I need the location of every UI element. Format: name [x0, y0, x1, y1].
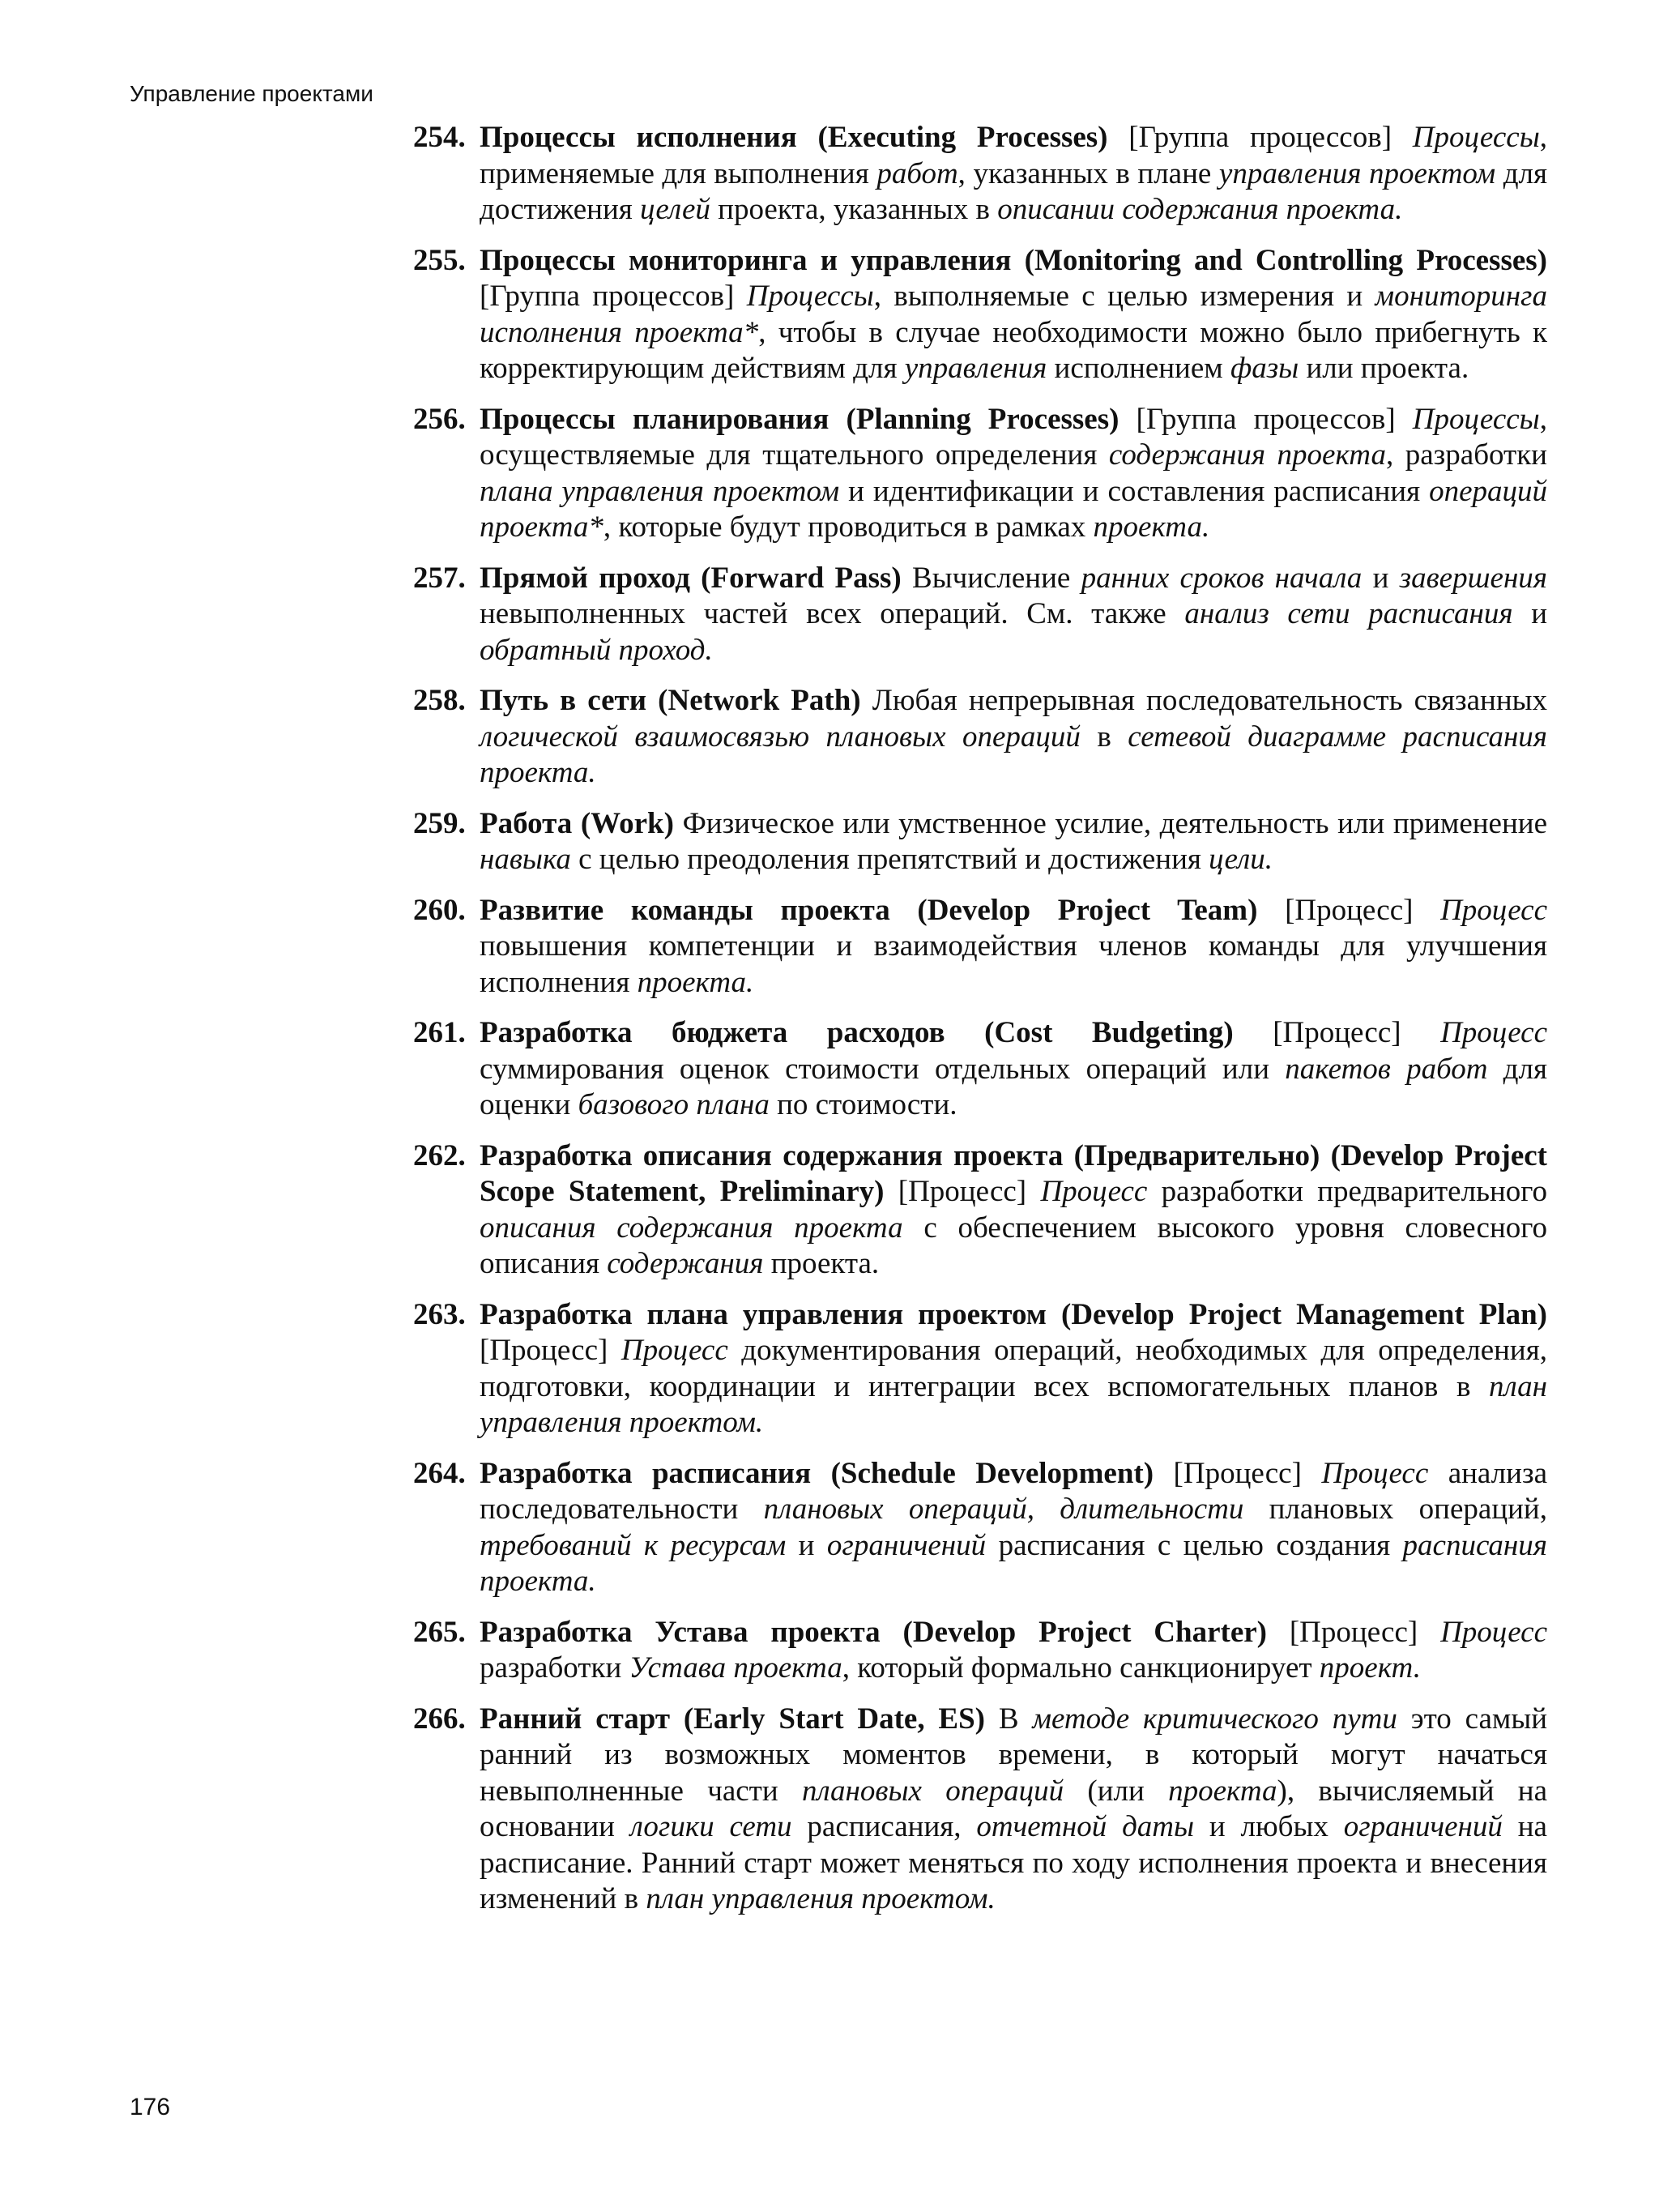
entry-term: Ранний старт (Early Start Date, ES) — [480, 1702, 985, 1736]
entry-reference: ограничений — [826, 1528, 987, 1562]
entry-number: 254. — [413, 121, 466, 154]
entry-text: (или — [1064, 1774, 1169, 1808]
entry-reference: проект. — [1319, 1651, 1421, 1685]
entry-term: Развитие команды проекта (Develop Project Team) — [480, 893, 1258, 927]
glossary-entry — [413, 893, 1547, 1001]
entry-text: , применяемые для выполнения — [480, 121, 1548, 190]
entry-text: [Процесс] — [1267, 1615, 1441, 1649]
entry-text: или проекта. — [1299, 352, 1469, 385]
entry-text: по стоимости. — [769, 1088, 957, 1121]
entry-text: , который формально санкционирует — [842, 1651, 1320, 1685]
entry-text: [Группа процессов] — [1107, 121, 1413, 154]
entry-text: , которые будут проводиться в рамках — [603, 510, 1094, 544]
entry-text: и идентификации и составления расписания — [839, 474, 1430, 508]
entry-reference: Процессы — [746, 280, 874, 313]
entry-reference: Процесс — [1440, 1016, 1547, 1049]
entry-reference: Процесс — [621, 1334, 728, 1367]
entry-number: 258. — [413, 684, 466, 717]
glossary-entry — [413, 1138, 1547, 1283]
page-number: 176 — [130, 2094, 171, 2120]
entry-reference: описания содержания проекта — [480, 1211, 903, 1245]
entry-reference: фазы — [1230, 352, 1299, 385]
entry-number: 259. — [413, 806, 466, 840]
entry-reference: Процессы — [1412, 402, 1540, 436]
entry-term: Разработка бюджета расходов (Cost Budgeting) — [480, 1016, 1234, 1049]
entry-text: проекта. — [763, 1247, 880, 1280]
entry-text: , осуществляемые для тщательного определения — [480, 402, 1547, 472]
entry-number: 263. — [413, 1297, 466, 1331]
entry-text: для оценки — [480, 1052, 1547, 1121]
glossary-entry — [413, 1615, 1547, 1687]
entry-term: Процессы мониторинга и управления (Monitoring and Controlling Processes) — [480, 243, 1547, 277]
entry-term: Разработка Устава проекта (Develop Project Charter) — [480, 1615, 1268, 1649]
entry-reference: Процессы — [1412, 121, 1540, 154]
glossary-entry — [413, 1702, 1547, 1918]
entry-text: [Процесс] — [1233, 1016, 1441, 1049]
glossary-entry — [413, 120, 1547, 228]
entry-reference: проекта — [1168, 1774, 1277, 1808]
entry-text: повышения компетенции и взаимодействия членов команды для улучшения исполнения — [480, 929, 1547, 999]
entry-text: [Группа процессов] — [1119, 402, 1413, 436]
entry-text: В — [985, 1702, 1033, 1736]
entry-reference: плана управления проектом — [480, 474, 840, 508]
entry-reference: Процесс — [1440, 893, 1547, 927]
entry-reference: ранних сроков начала — [1081, 561, 1363, 595]
entry-text: документирования операций, необходимых для определения, подготовки, координации и интеграции всех вспомогательных планов в — [480, 1334, 1547, 1403]
entry-reference: план управления проектом. — [646, 1882, 996, 1915]
entry-reference: обратный проход. — [480, 633, 713, 667]
entry-text: , выполняемые с целью измерения и — [873, 280, 1375, 313]
entry-text: на расписание. Ранний старт может меняться по ходу исполнения проекта и внесения изменений в — [480, 1810, 1547, 1915]
entry-term: Разработка плана управления проектом (Develop Project Management Plan) — [480, 1297, 1547, 1331]
entry-reference: пакетов работ — [1285, 1052, 1488, 1086]
entry-reference: методе критического пути — [1032, 1702, 1397, 1736]
entry-text: , указанных в плане — [957, 156, 1219, 190]
entry-text: для достижения — [480, 156, 1548, 226]
entry-text: [Группа процессов] — [480, 280, 747, 313]
entry-reference: цели. — [1209, 843, 1273, 876]
glossary-entry — [413, 1015, 1547, 1124]
entry-text: разработки предварительного — [1147, 1175, 1547, 1208]
entry-number: 265. — [413, 1615, 466, 1649]
glossary-entries — [413, 120, 1547, 1932]
entry-text: и — [786, 1528, 827, 1562]
entry-reference: Процесс — [1040, 1175, 1148, 1208]
glossary-entry — [413, 402, 1547, 546]
entry-text: плановых операций, — [1243, 1492, 1547, 1526]
entry-text: расписания с целью создания — [986, 1528, 1403, 1562]
entry-reference: Устава проекта — [629, 1651, 842, 1685]
entry-reference: управления проектом — [1218, 156, 1496, 190]
entry-reference: навыка — [480, 843, 571, 876]
entry-text: Физическое или умственное усилие, деятельность или применение — [673, 806, 1548, 840]
entry-reference: завершения — [1399, 561, 1547, 595]
entry-reference: логики сети — [629, 1810, 792, 1843]
entry-term: Разработка расписания (Schedule Development) — [480, 1456, 1154, 1490]
entry-number: 262. — [413, 1138, 466, 1172]
entry-text: анализа последовательности — [480, 1456, 1547, 1526]
entry-reference: логической взаимосвязью плановых операций — [480, 720, 1081, 754]
entry-number: 260. — [413, 893, 466, 927]
entry-text: и — [1512, 597, 1547, 630]
entry-term: Процессы планирования (Planning Processes) — [480, 402, 1120, 436]
entry-number: 256. — [413, 402, 466, 436]
entry-text: с обеспечением высокого уровня словесного описания — [480, 1211, 1547, 1280]
entry-reference: требований к ресурсам — [480, 1528, 787, 1562]
entry-number: 266. — [413, 1702, 466, 1736]
entry-text: с целью преодоления препятствий и достижения — [570, 843, 1209, 876]
entry-text: разработки — [480, 1651, 629, 1685]
entry-reference: проекта. — [637, 965, 754, 999]
entry-text: [Процесс] — [480, 1334, 621, 1367]
entry-text: исполнением — [1047, 352, 1230, 385]
entry-reference: план управления проектом. — [480, 1369, 1547, 1439]
entry-reference: плановых операций — [801, 1774, 1064, 1808]
entry-text: , чтобы в случае необходимости можно было прибегнуть к корректирующим действиям для — [480, 315, 1547, 385]
glossary-entry — [413, 243, 1547, 387]
entry-reference: проекта. — [1093, 510, 1210, 544]
entry-reference: Процесс — [1321, 1456, 1429, 1490]
entry-text: [Процесс] — [1154, 1456, 1322, 1490]
entry-text: , разработки — [1385, 438, 1547, 472]
entry-reference: содержания — [607, 1247, 764, 1280]
entry-text: и любых — [1194, 1810, 1344, 1843]
entry-number: 257. — [413, 561, 466, 595]
entry-reference: Процесс — [1440, 1615, 1547, 1649]
entry-term: Путь в сети (Network Path) — [480, 684, 861, 717]
entry-text: Вычисление — [901, 561, 1081, 595]
entry-reference: отчетной даты — [976, 1810, 1195, 1843]
entry-reference: целей — [640, 193, 710, 226]
entry-reference: ограничений — [1343, 1810, 1503, 1843]
entry-text: [Процесс] — [884, 1175, 1041, 1208]
entry-text: невыполненных частей всех операций. См. также — [480, 597, 1185, 630]
entry-text: [Процесс] — [1257, 893, 1441, 927]
entry-text: расписания, — [791, 1810, 977, 1843]
entry-reference: работ — [876, 156, 958, 190]
entry-reference: сетевой диаграмме расписания проекта. — [480, 720, 1547, 789]
glossary-entry — [413, 1297, 1547, 1441]
glossary-entry — [413, 561, 1547, 669]
entry-text: ), вычисляемый на основании — [480, 1774, 1548, 1843]
entry-reference: содержания проекта — [1108, 438, 1386, 472]
entry-reference: анализ сети расписания — [1184, 597, 1513, 630]
glossary-entry — [413, 806, 1547, 878]
entry-text: в — [1080, 720, 1128, 754]
entry-term: Разработка описания содержания проекта (Предварительно) (Develop Project Scope Statement, Preliminary) — [480, 1138, 1547, 1208]
entry-text: и — [1362, 561, 1400, 595]
entry-text: это самый ранний из возможных моментов времени, в который могут начаться невыполненные части — [480, 1702, 1548, 1808]
entry-reference: расписания проекта. — [480, 1528, 1547, 1598]
entry-text: суммирования оценок стоимости отдельных операций или — [480, 1052, 1286, 1086]
entry-number: 264. — [413, 1456, 466, 1490]
entry-number: 261. — [413, 1016, 466, 1049]
entry-number: 255. — [413, 243, 466, 277]
entry-term: Работа (Work) — [480, 806, 674, 840]
glossary-entry — [413, 683, 1547, 792]
entry-reference: плановых операций, длительности — [763, 1492, 1244, 1526]
entry-text: проекта, указанных в — [710, 193, 998, 226]
entry-reference: базового плана — [578, 1088, 770, 1121]
entry-reference: мониторинга исполнения проекта* — [480, 280, 1547, 349]
entry-text: Любая непрерывная последовательность связанных — [860, 684, 1547, 717]
entry-term: Прямой проход (Forward Pass) — [480, 561, 902, 595]
running-header: Управление проектами — [130, 81, 373, 106]
entry-reference: операций проекта* — [480, 474, 1547, 544]
entry-reference: описании содержания проекта. — [997, 193, 1403, 226]
entry-term: Процессы исполнения (Executing Processes) — [480, 121, 1108, 154]
entry-reference: управления — [904, 352, 1047, 385]
glossary-entry — [413, 1456, 1547, 1600]
